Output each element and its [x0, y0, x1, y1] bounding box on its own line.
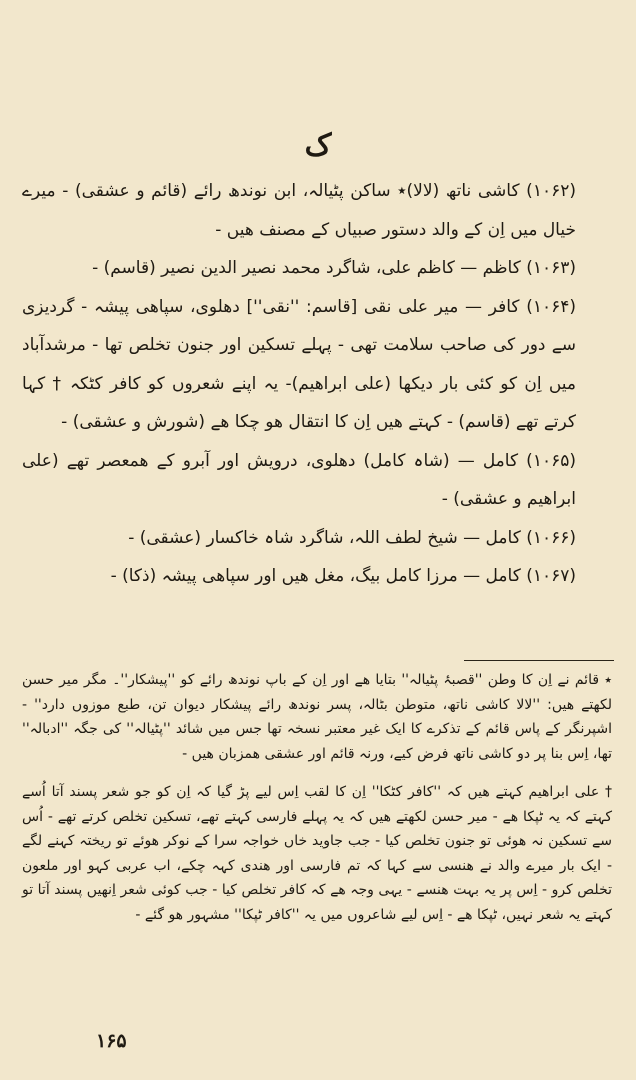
- entries-block: [22, 172, 612, 596]
- footnote-asterisk: ٭ قائم نے اِن کا وطن ''قصبۂ پٹیالہ'' بتایا ھے اور اِن کے باپ نوندھ رائے کو ''پیشکار''۔ مگر میر حسن لکھتے ھیں: ''لالا کاشی ناتھ، متوطن بٹالہ، پسر نوندھ رائے پیشکار دیوان تن، طبع موزوں دارد'' - اشپرنگر کے پاس قائم کے تذکرے کا ایک غیر معتبر نسخہ تھا جس میں شائد ''پٹیالہ'' کی جگہ ''ادبالہ'' تھا، اِس بنا پر دو کاشی ناتھ فرض کیے، ورنہ قائم اور عشقی ھمزبان ھیں -: [22, 672, 612, 762]
- page-number: ۱۶۵: [96, 1030, 127, 1052]
- footnote-dagger: † علی ابراھیم کہتے ھیں کہ ''کافر کٹکا'' اِن کا لقب اِس لیے پڑ گیا کہ اِن کو جو شعر پسند آتا اُسے کہتے کہ یہ ٹپکا ھے - میر حسن لکھتے ھیں کہ یہ پہلے فارسی کہتے تھے، تسکین تخلص کرتے تھے - اُس سے تسکین نہ ھوئی تو جنون تخلص کیا - جب جاوید خاں خواجہ سرا کے نوکر ھوئے تو ریختہ کہنے لگے - ایک بار میرے والد نے ھنسی سے کہا کہ تم فارسی اور ھندی کہہ چکے، اب عربی کہو اور ملعون تخلص کرو - اِس پر یہ بہت ھنسے - یہی وجہ ھے کہ کافر تخلص کیا - جب کوئی شعر اِنھیں پسند آتا تو کہتے یہ شعر نہیں، ٹپکا ھے - اِس لیے شاعروں میں یہ ''کافر ٹپکا'' مشہور ھو گئے -: [22, 784, 612, 923]
- entry-1063: (۱۰۶۳) کاظم — کاظم علی، شاگرد محمد نصیر الدین نصیر (قاسم) -: [92, 258, 576, 278]
- section-heading: ک: [304, 128, 332, 163]
- entry-1066: (۱۰۶۶) کامل — شیخ لطف اللہ، شاگرد شاہ خاکسار (عشقی) -: [128, 527, 576, 548]
- entry-1067: (۱۰۶۷) کامل — مرزا کامل بیگ، مغل ھیں اور سپاھی پیشہ (ذکا) -: [110, 566, 576, 586]
- entry-1062: (۱۰۶۲) کاشی ناتھ (لالا)٭ ساکن پٹیالہ، ابن نوندھ رائے (قائم و عشقی) - میرے خیال میں اِن کے والد دستور صبیاں کے مصنف ھیں -: [22, 181, 576, 240]
- footnote-divider: [464, 660, 614, 661]
- entry-1064: (۱۰۶۴) کافر — میر علی نقی [قاسم: ''نقی''] دھلوی، سپاھی پیشہ - گردیزی سے دور کی صاحب سلامت تھی - پہلے تسکین اور جنون تخلص تھا - مرشدآباد میں اِن کو کئی بار دیکھا (علی ابراھیم)- یہ اپنے شعروں کو کافر کٹکہ † کہا کرتے تھے (قاسم) - کہتے ھیں اِن کا انتقال ھو چکا ھے (شورش و عشقی) -: [22, 296, 576, 432]
- footnotes-block: [22, 668, 612, 941]
- entry-1065: (۱۰۶۵) کامل — (شاہ کامل) دھلوی، درویش اور آبرو کے ھمعصر تھے (علی ابراھیم و عشقی) -: [22, 450, 576, 509]
